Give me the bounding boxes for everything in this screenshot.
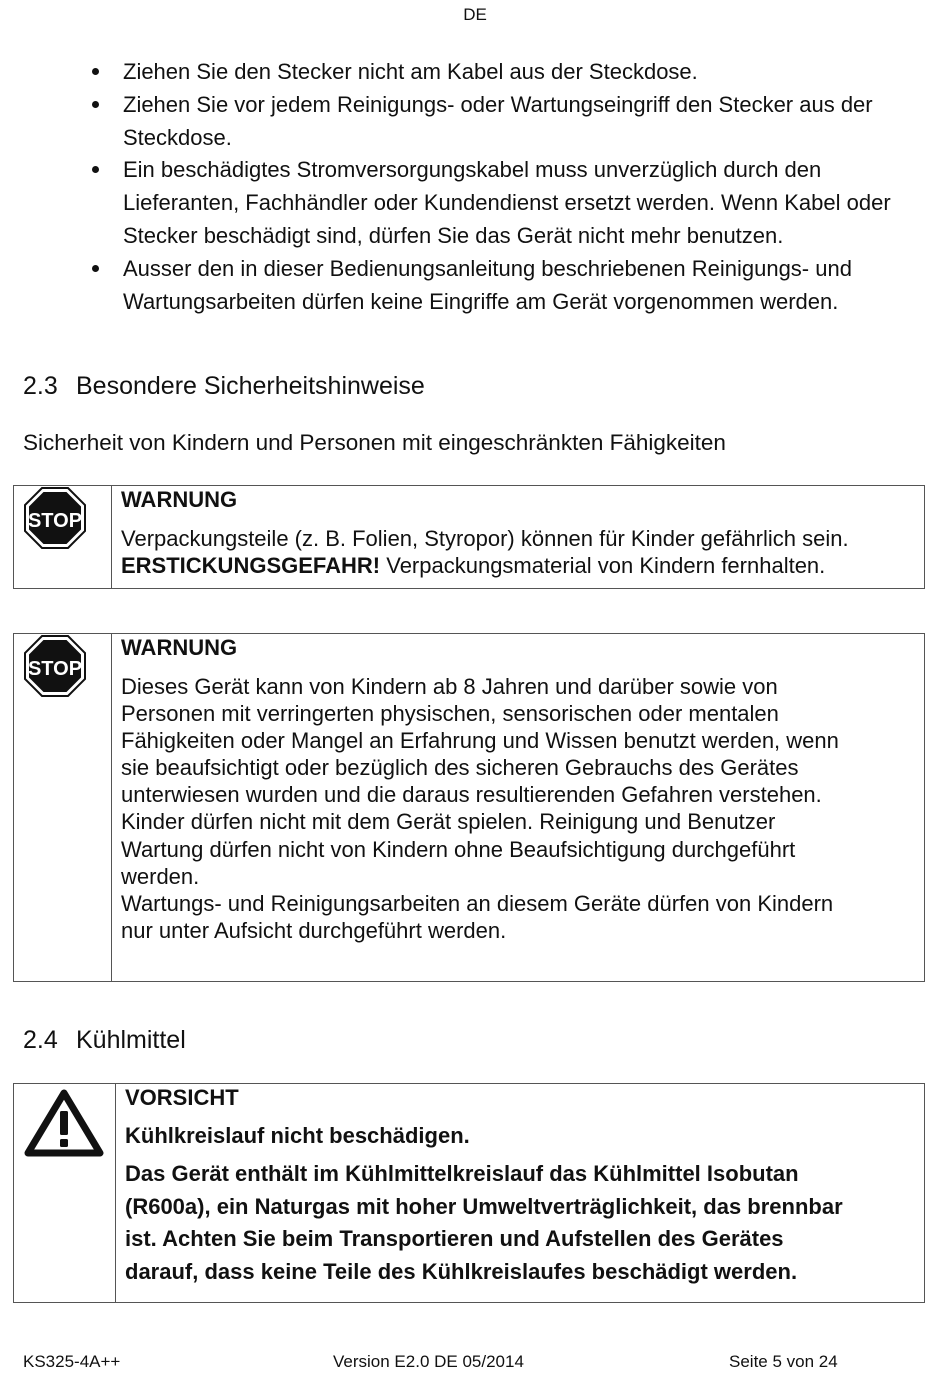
section-number: 2.4	[23, 1026, 58, 1054]
list-item	[0, 253, 950, 319]
footer-version: Version E2.0 DE 05/2014	[333, 1352, 524, 1371]
caution-line: darauf, dass keine Teile des Kühlkreislaufes beschädigt werden.	[125, 1259, 798, 1285]
warning-text-rest: Verpackungsmaterial von Kindern fernhalten.	[380, 553, 826, 578]
warning-line: Kinder dürfen nicht mit dem Gerät spielen. Reinigung und Benutzer	[121, 809, 776, 835]
caution-label: VORSICHT	[125, 1085, 239, 1110]
section-title: Besondere Sicherheitshinweise	[76, 372, 425, 400]
section-heading-2-3	[23, 372, 425, 401]
warning-line: unterwiesen wurden und die daraus resultierenden Gefahren verstehen.	[121, 782, 822, 808]
safety-bullet-list	[0, 56, 950, 318]
caution-body	[125, 1158, 924, 1289]
section-title: Kühlmittel	[76, 1026, 186, 1054]
stop-sign-icon	[23, 486, 87, 550]
bullet-icon	[92, 166, 99, 173]
icon-cell	[14, 634, 112, 981]
caution-headline: Kühlkreislauf nicht beschädigen.	[125, 1123, 470, 1148]
stop-sign-icon	[23, 634, 87, 698]
bullet-text: Ziehen Sie den Stecker nicht am Kabel aus der Steckdose.	[123, 59, 698, 84]
warning-box-packaging	[13, 485, 925, 589]
warning-content	[111, 634, 924, 944]
warning-line: werden.	[121, 863, 200, 889]
warning-line: Dieses Gerät kann von Kindern ab 8 Jahren und darüber sowie von	[121, 674, 778, 699]
list-item	[0, 56, 950, 89]
bullet-text: Ausser den in dieser Bedienungsanleitung beschriebenen Reinigungs- und Wartungsarbeiten dürfen keine Eingriffe am Gerät vorgenommen werden.	[123, 255, 852, 314]
hazard-word: ERSTICKUNGSGEFAHR!	[121, 553, 381, 578]
stop-sign-text: STOP	[27, 510, 83, 532]
bullet-icon	[92, 265, 99, 272]
warning-triangle-icon	[24, 1089, 104, 1157]
caution-box-refrigerant	[13, 1083, 925, 1303]
warning-content	[111, 486, 924, 579]
section-heading-2-4	[23, 1026, 186, 1055]
list-item	[0, 154, 950, 252]
section-number: 2.3	[23, 372, 58, 400]
footer-page-number: Seite 5 von 24	[729, 1352, 838, 1371]
bullet-text: Ein beschädigtes Stromversorgungskabel muss unverzüglich durch den Lieferanten, Fachhändler oder Kundendienst ersetzt werden. Wenn Kabel oder Stecker beschädigt sind, dürfen Sie das Gerät nicht mehr benutzen.	[123, 157, 891, 248]
warning-line: Personen mit verringerten physischen, sensorischen oder mentalen	[121, 701, 779, 727]
warning-line: Fähigkeiten oder Mangel an Erfahrung und Wissen benutzt werden, wenn	[121, 728, 839, 754]
warning-box-children	[13, 633, 925, 982]
section-subtitle: Sicherheit von Kindern und Personen mit eingeschränkten Fähigkeiten	[23, 430, 726, 455]
warning-text-line	[121, 552, 924, 579]
warning-line: Wartung dürfen nicht von Kindern ohne Beaufsichtigung durchgeführt	[121, 836, 796, 862]
caution-line: ist. Achten Sie beim Transportieren und Aufstellen des Gerätes	[125, 1226, 784, 1252]
caution-line: (R600a), ein Naturgas mit hoher Umweltverträglichkeit, das brennbar	[125, 1193, 843, 1219]
footer-model: KS325-4A++	[23, 1352, 121, 1371]
warning-text: Verpackungsteile (z. B. Folien, Styropor) können für Kinder gefährlich sein.	[121, 526, 849, 551]
caution-line: Das Gerät enthält im Kühlmittelkreislauf das Kühlmittel Isobutan	[125, 1161, 799, 1186]
warning-label: WARNUNG	[121, 635, 238, 660]
caution-content	[115, 1084, 924, 1289]
warning-line: sie beaufsichtigt oder bezüglich des sicheren Gebrauchs des Gerätes	[121, 755, 799, 781]
warning-line: nur unter Aufsicht durchgeführt werden.	[121, 917, 507, 943]
icon-cell	[14, 486, 112, 588]
bullet-text: Ziehen Sie vor jedem Reinigungs- oder Wartungseingriff den Stecker aus der Steckdose.	[123, 91, 873, 150]
warning-line: Wartungs- und Reinigungsarbeiten an diesem Geräte dürfen von Kindern	[121, 890, 834, 916]
icon-cell	[14, 1084, 116, 1302]
language-label: DE	[463, 5, 487, 24]
stop-sign-text: STOP	[27, 658, 83, 680]
bullet-icon	[92, 101, 99, 108]
bullet-icon	[92, 68, 99, 75]
warning-body	[121, 673, 924, 944]
warning-label: WARNUNG	[121, 487, 238, 512]
list-item	[0, 89, 950, 155]
